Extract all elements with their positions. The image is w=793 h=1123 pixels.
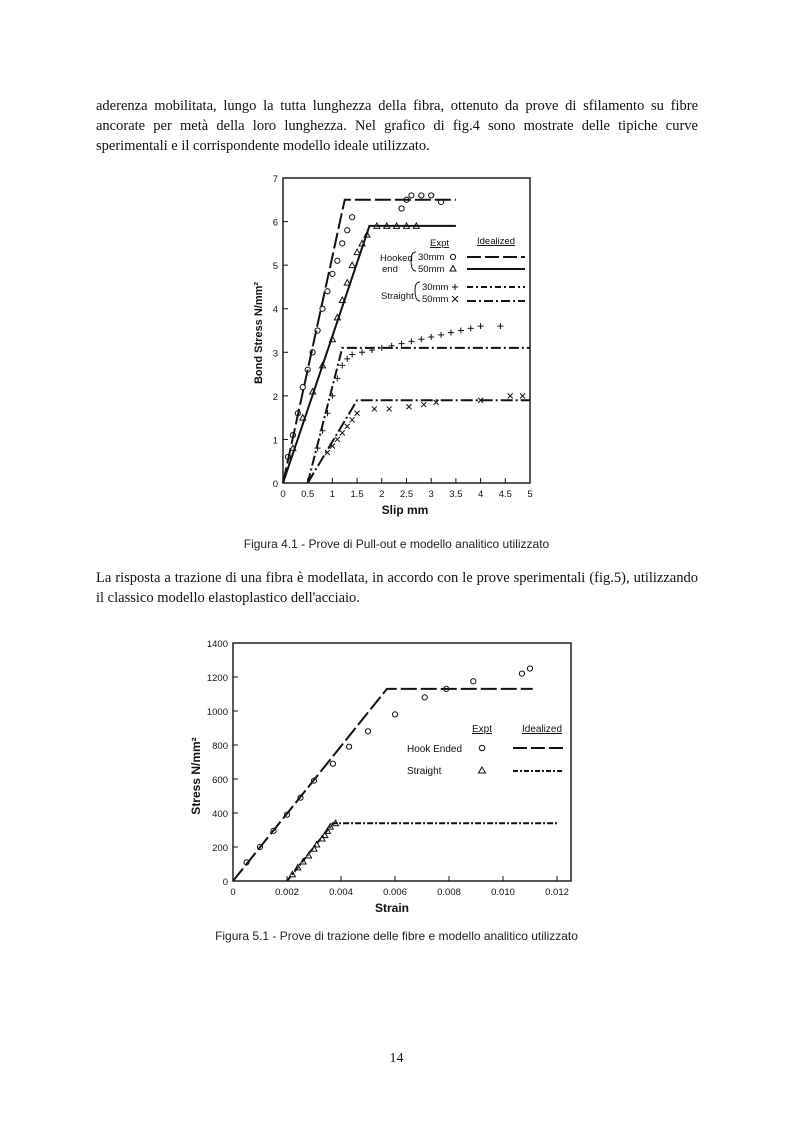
chart-stress-strain (185, 638, 585, 928)
legend1-h30: 30mm (418, 252, 445, 263)
c1-point-cross (355, 411, 360, 416)
legend1-triangle-marker (450, 266, 456, 272)
legend1-hooked: Hooked (380, 253, 413, 264)
c2-xtick-label: 0.004 (329, 887, 353, 898)
c2-ytick-label: 600 (212, 775, 228, 786)
c1-point-circle (399, 206, 404, 211)
legend2-circle-marker (479, 745, 485, 751)
legend2-straight: Straight (407, 766, 442, 777)
page-number: 14 (389, 1051, 404, 1066)
chart2-frame (233, 643, 571, 881)
c1-point-plus (344, 356, 350, 362)
c1-point-circle (429, 193, 434, 198)
c1-point-cross (350, 417, 355, 422)
c1-point-plus (428, 334, 434, 340)
c1-point-plus (359, 349, 365, 355)
c1-ytick-label: 7 (272, 174, 278, 185)
c1-ytick-label: 2 (272, 391, 278, 403)
c1-xtick-label: 0.5 (301, 489, 315, 500)
c1-point-plus (349, 351, 355, 357)
chart1-xlabel: Slip mm (381, 503, 429, 517)
c2-point-circle (392, 712, 397, 717)
c2-ytick-label: 1200 (206, 673, 228, 684)
c1-xtick-label: 3 (428, 489, 434, 500)
c1-point-plus (497, 323, 503, 329)
c2-point-circle (527, 666, 532, 671)
c1-point-cross (372, 406, 377, 411)
c1-point-cross (508, 393, 513, 398)
c1-point-circle (345, 228, 350, 233)
c1-xtick-label: 5 (527, 489, 533, 500)
c1-xtick-label: 4.5 (498, 489, 512, 500)
c1-point-plus (448, 330, 454, 336)
c1-point-circle (409, 193, 414, 198)
c1-xtick-label: 3.5 (449, 489, 463, 500)
c1-point-cross (335, 437, 340, 442)
c1-point-triangle (349, 262, 355, 268)
c1-point-circle (320, 306, 325, 311)
c1-ytick-label: 0 (272, 479, 278, 490)
paragraph-intro: aderenza mobilitata, lungo la tutta lunghezza della fibra, ottenuto da prove di sfilamento su fibre ancorate per metà della loro lunghezza. Nel grafico di fig.4 sono mostrate delle tipiche curve sperimentali e il corrispondente modello ideale utilizzato. (96, 98, 698, 154)
legend1-s30: 30mm (422, 282, 449, 293)
c1-point-plus (320, 428, 326, 434)
c1-point-circle (300, 385, 305, 390)
c2-ytick-label: 200 (212, 843, 228, 854)
c1-point-plus (418, 336, 424, 342)
c2-ytick-label: 400 (212, 809, 228, 820)
legend2-triangle-marker (479, 767, 486, 773)
c1-point-plus (339, 362, 345, 368)
c2-xtick-label: 0 (230, 887, 236, 898)
legend1-circle-marker (450, 254, 455, 259)
c2-ytick-label: 1400 (206, 639, 228, 650)
c1-point-cross (345, 424, 350, 429)
c2-xtick-label: 0.008 (437, 887, 461, 898)
c1-point-circle (340, 241, 345, 246)
c2-point-circle (365, 729, 370, 734)
legend1-cross-marker (452, 296, 458, 302)
legend1-s50: 50mm (422, 294, 449, 305)
c1-point-cross (340, 430, 345, 435)
c1-point-plus (478, 323, 484, 329)
c1-point-circle (335, 258, 340, 263)
c1-xtick-label: 2.5 (399, 489, 414, 500)
legend1-header-expt: Expt (430, 238, 450, 249)
c2-idealized-line-1 (233, 689, 533, 881)
c1-point-plus (408, 338, 414, 344)
c1-idealized-line-3 (308, 348, 530, 483)
c2-xtick-label: 0.002 (275, 887, 299, 898)
c1-ytick-label: 4 (272, 304, 278, 316)
c1-xtick-label: 0 (280, 489, 286, 500)
c1-xtick-label: 1 (329, 489, 336, 500)
c1-point-plus (468, 325, 474, 331)
chart1-legend (380, 236, 525, 305)
chart2-xlabel: Strain (374, 901, 410, 915)
c1-point-cross (421, 402, 426, 407)
c1-point-cross (520, 393, 525, 398)
c1-point-cross (387, 406, 392, 411)
legend1-plus-marker (452, 284, 458, 290)
c1-idealized-line-4 (308, 400, 530, 483)
chart2-legend (407, 724, 563, 777)
c1-point-circle (325, 289, 330, 294)
chart-bond-stress-slip (240, 168, 560, 518)
c2-point-circle (422, 695, 427, 700)
c1-ytick-label: 3 (272, 348, 278, 360)
legend2-header-expt: Expt (472, 724, 493, 735)
c1-point-plus (438, 332, 444, 338)
figure5-caption: Figura 5.1 - Prove di trazione delle fibre e modello analitico utilizzato (215, 929, 578, 943)
c1-point-triangle (344, 280, 350, 286)
c1-ytick-label: 1 (272, 435, 278, 447)
c1-point-circle (350, 215, 355, 220)
c2-xtick-label: 0.010 (491, 887, 515, 898)
c1-point-plus (379, 345, 385, 351)
c1-xtick-label: 1.5 (350, 489, 364, 500)
c1-point-plus (458, 328, 464, 334)
c2-point-circle (471, 679, 476, 684)
legend1-header-idealized: Idealized (477, 236, 516, 247)
c2-idealized-line-2 (287, 823, 557, 881)
c2-point-circle (519, 671, 524, 676)
legend1-end: end (382, 264, 398, 275)
c2-xtick-label: 0.012 (545, 887, 569, 898)
c1-point-circle (419, 193, 424, 198)
chart2-ylabel: Stress N/mm² (189, 737, 203, 815)
c1-point-circle (330, 271, 335, 276)
legend2-header-idealized: Idealized (522, 724, 563, 735)
c1-point-plus (315, 445, 321, 451)
c2-ytick-label: 800 (212, 741, 228, 752)
legend2-hook: Hook Ended (407, 744, 463, 755)
figure4-caption: Figura 4.1 - Prove di Pull-out e modello analitico utilizzato (243, 537, 550, 551)
c2-ytick-label: 0 (222, 877, 228, 888)
chart1-ylabel: Bond Stress N/mm² (253, 281, 265, 385)
c1-ytick-label: 6 (272, 217, 278, 229)
legend1-straight: Straight (381, 291, 414, 302)
paragraph-tensile: La risposta a trazione di una fibra è modellata, in accordo con le prove sperimentali (fig.5), utilizzando il classico modello elastoplastico dell'acciaio. (96, 570, 698, 606)
c2-point-circle (347, 744, 352, 749)
c2-ytick-label: 1000 (206, 707, 228, 718)
c1-xtick-label: 2 (379, 489, 385, 500)
c2-xtick-label: 0.006 (383, 887, 407, 898)
c1-point-plus (399, 341, 405, 347)
c1-point-triangle (354, 249, 360, 255)
legend1-h50: 50mm (418, 264, 445, 275)
c1-xtick-label: 4 (477, 489, 484, 500)
c1-point-cross (406, 404, 411, 409)
c2-point-circle (330, 761, 335, 766)
c1-ytick-label: 5 (272, 261, 278, 273)
